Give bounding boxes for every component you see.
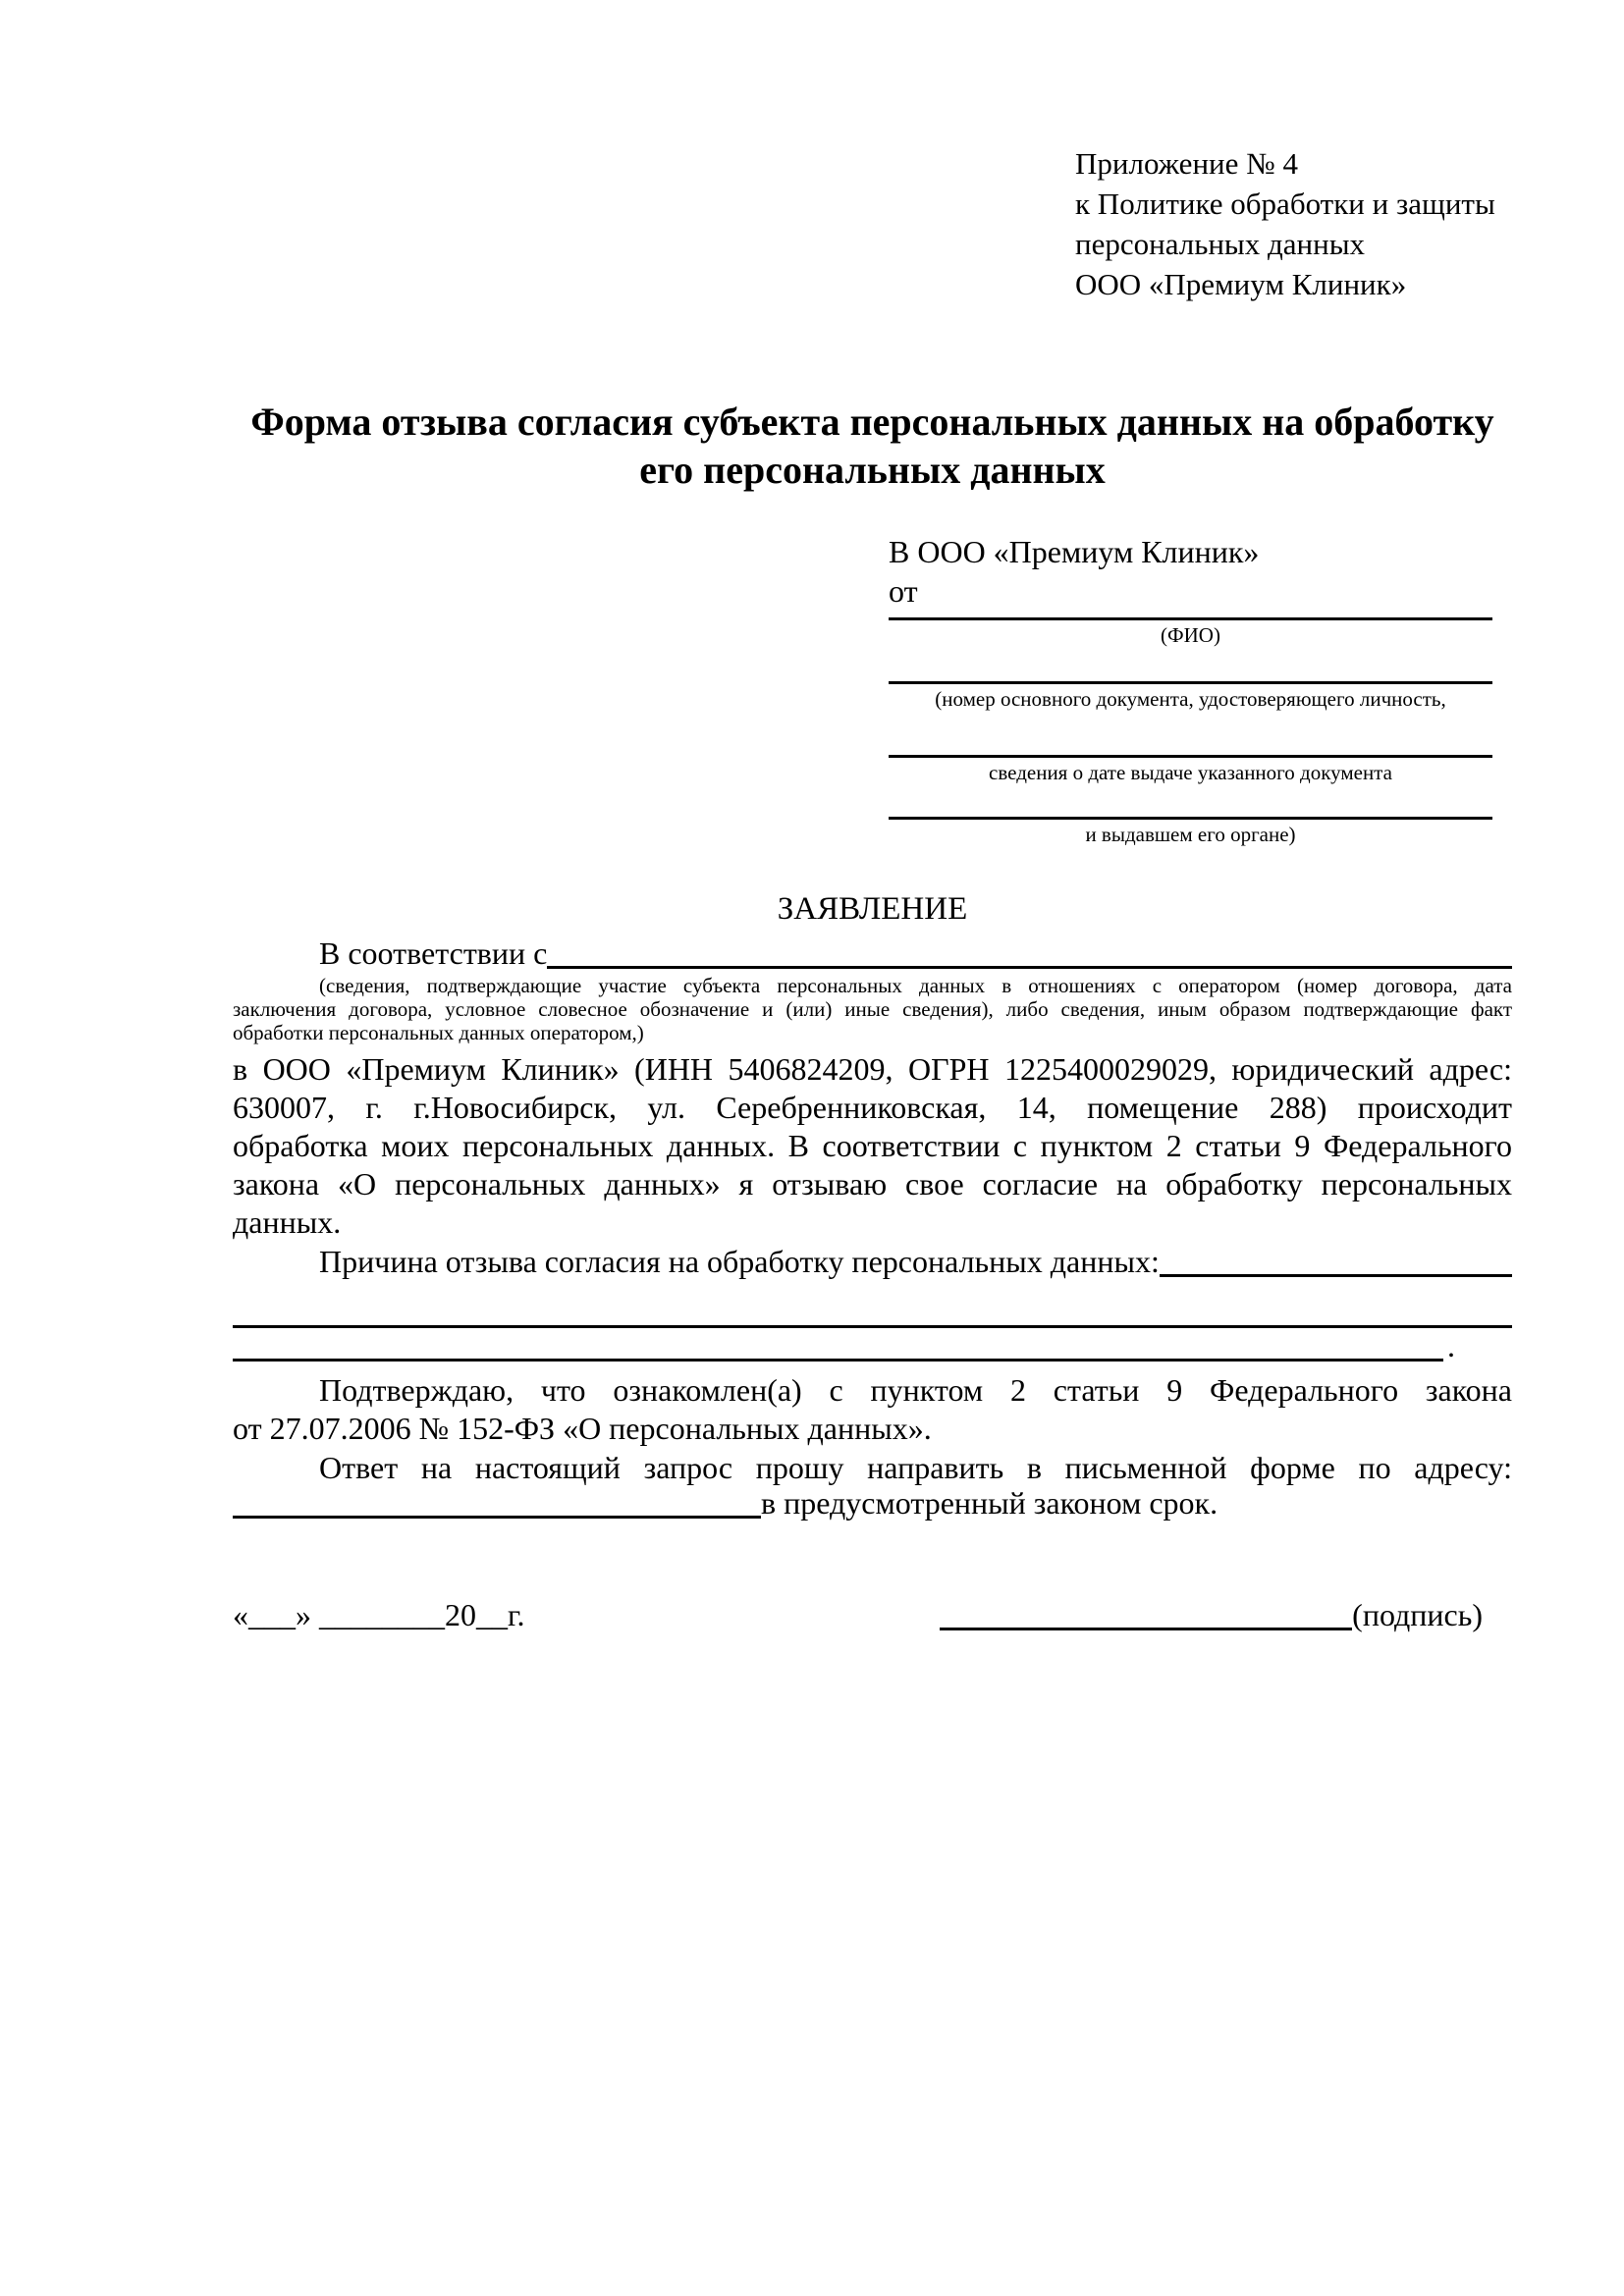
appendix-line: к Политике обработки и защиты <box>1075 187 1495 221</box>
opening-blank-line <box>547 934 1512 969</box>
reply-request-line: Ответ на настоящий запрос прошу направить в письменной форме по адресу: <box>319 1450 1512 1485</box>
body-line: в ООО «Премиум Клиник» (ИНН 5406824209, ОГРН 1225400029029, юридический адрес: <box>233 1051 1512 1087</box>
reason-blank-line-3 <box>233 1359 1443 1362</box>
paragraph-indent <box>233 934 319 973</box>
fine-print-line: (сведения, подтверждающие участие субъекта персональных данных в отношениях с оператором (номер договора, дата <box>319 974 1512 997</box>
fine-print-note <box>233 974 1512 1044</box>
reply-tail-text: в предусмотренный законом срок. <box>761 1485 1218 1521</box>
issue-date-field-caption: сведения о дате выдаче указанного документа <box>989 761 1392 784</box>
signature-caption: (подпись) <box>1352 1597 1483 1632</box>
opening-line <box>233 934 1512 973</box>
confirmation-paragraph <box>233 1371 1512 1448</box>
issuing-authority-field-line <box>889 817 1492 820</box>
issue-date-field-line <box>889 755 1492 758</box>
reason-label: Причина отзыва согласия на обработку персональных данных: <box>319 1244 1160 1279</box>
fine-print-line: заключения договора, условное словесное обозначение и (или) иные сведения), либо сведения, иным образом подтверждающие факт <box>233 997 1512 1021</box>
paragraph-indent <box>233 1243 319 1281</box>
sentence-period: . <box>1447 1328 1455 1363</box>
reason-blank-line-2 <box>233 1325 1512 1328</box>
reason-blank-line <box>1160 1243 1512 1277</box>
addressee-from-label: от <box>889 573 918 609</box>
id-document-field-caption: (номер основного документа, удостоверяющего личность, <box>935 687 1446 711</box>
reason-line <box>233 1243 1512 1281</box>
name-field-line <box>889 617 1492 620</box>
fine-print-line: обработки персональных данных оператором,) <box>233 1021 644 1044</box>
confirmation-line: Подтверждаю, что ознакомлен(а) с пунктом 2 статьи 9 Федерального закона <box>319 1372 1512 1408</box>
appendix-block <box>1075 143 1495 304</box>
issuing-authority-field-caption: и выдавшем его органе) <box>1085 823 1296 846</box>
statement-heading: ЗАЯВЛЕНИЕ <box>777 891 968 927</box>
signature-line <box>940 1596 1352 1630</box>
document-title: Форма отзыва согласия субъекта персональных данных на обработку его персональных данных <box>250 400 1494 492</box>
body-line: закона «О персональных данных» я отзываю свое согласие на обработку персональных <box>233 1166 1512 1201</box>
opening-text: В соответствии с <box>319 935 548 971</box>
reply-address-line <box>233 1484 1512 1522</box>
id-document-field-line <box>889 681 1492 684</box>
addressee-to: В ООО «Премиум Клиник» <box>889 534 1260 569</box>
body-line: данных. <box>233 1204 342 1240</box>
appendix-line: персональных данных <box>1075 227 1366 261</box>
body-paragraph <box>233 1050 1512 1242</box>
footer-row <box>233 1596 1512 1634</box>
date-blank-line: «___» ________20__г. <box>233 1597 525 1632</box>
appendix-line: ООО «Премиум Клиник» <box>1075 267 1407 301</box>
appendix-line: Приложение № 4 <box>1075 146 1298 181</box>
name-field-caption: (ФИО) <box>1161 623 1220 647</box>
confirmation-line: от 27.07.2006 № 152-ФЗ «О персональных данных». <box>233 1411 932 1446</box>
body-line: обработка моих персональных данных. В соответствии с пунктом 2 статьи 9 Федерального <box>233 1128 1512 1163</box>
address-blank-line <box>233 1484 761 1519</box>
signature-group <box>940 1596 1512 1634</box>
body-line: 630007, г. г.Новосибирск, ул. Серебренниковская, 14, помещение 288) происходит <box>233 1090 1512 1125</box>
